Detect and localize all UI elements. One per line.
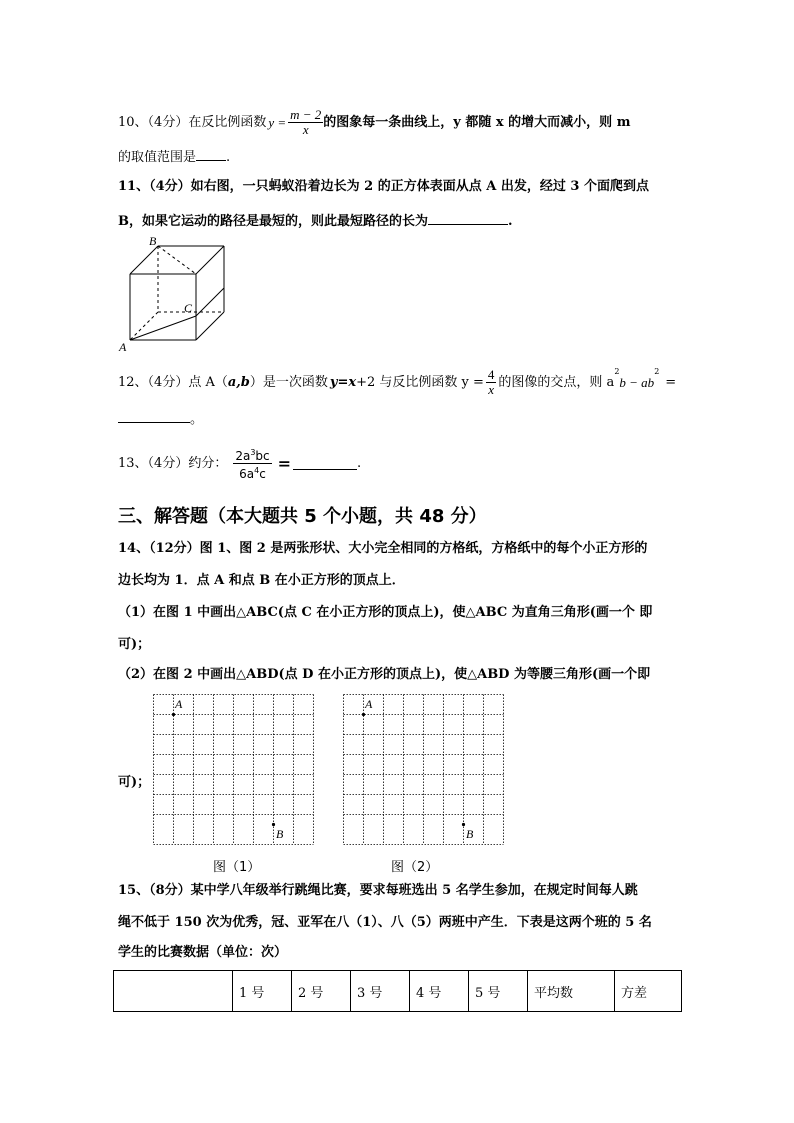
q15-line3: 学生的比赛数据（单位：次） <box>118 945 288 960</box>
q10-line2: 的取值范围是 . <box>118 150 231 165</box>
q11-line2: B，如果它运动的路径是最短的，则此最短路径的长为 . <box>118 214 513 229</box>
q15-line2: 绳不低于 150 次为优秀，冠、亚军在八（1）、八（5）两班中产生．下表是这两个班的 5 名 <box>118 915 652 930</box>
q14-line2: 边长均为 1．点 A 和点 B 在小正方形的顶点上． <box>118 573 405 588</box>
table-cell: 1 号 <box>233 971 292 1012</box>
q14-part2-line2: 可)； <box>118 775 151 790</box>
table-cell: 2 号 <box>292 971 351 1012</box>
grid2-label-b: B <box>466 827 474 841</box>
q14-part2-line1: （2）在图 2 中画出△ABD(点 D 在小正方形的顶点上)，使△ABD 为等腰三角形(画一个即 <box>118 667 651 682</box>
q10-y: y = <box>268 115 287 130</box>
grid1-caption: 图（1） <box>213 860 261 875</box>
answer-blank-12[interactable] <box>118 410 190 423</box>
q12-fraction: $\frac{4}{x}$ <box>487 367 495 397</box>
q10-line1: 10、（4分）在反比例函数 y = $\frac{m - 2}{x}$ 的图象每一条曲线上，y 都随 x 的增大而减小，则 m <box>118 107 631 137</box>
table-cell: 5 号 <box>469 971 528 1012</box>
grid2-caption: 图（2） <box>391 860 439 875</box>
cube-figure <box>116 236 238 356</box>
table-header-row <box>114 971 682 1012</box>
cube-label-a: A <box>119 340 127 354</box>
cube-label-c: C <box>184 301 193 315</box>
answer-blank-10[interactable] <box>196 148 226 161</box>
q13-line: 13、（4分）约分： $\frac{2a^3bc}{6a^4c}$ = . <box>118 448 362 481</box>
table-cell: 平均数 <box>528 971 615 1012</box>
answer-blank-11[interactable] <box>428 212 508 225</box>
table-cell: 4 号 <box>410 971 469 1012</box>
grid-figure-1 <box>153 694 317 846</box>
answer-blank-13[interactable] <box>293 457 357 470</box>
section-3-title: 三、解答题（本大题共 5 个小题，共 48 分） <box>118 506 487 527</box>
grid1-label-a: A <box>175 697 183 711</box>
q12-line1: 12、（4分）点 A（ a,b ）是一次函数 y=x +2 与反比例函数 y = $\frac{4}{x}$ 的图像的交点，则 a 2 b − ab 2 = <box>118 367 677 397</box>
q15-line1: 15、（8分）某中学八年级举行跳绳比赛，要求每班选出 5 名学生参加，在规定时间每人跳 <box>118 883 638 898</box>
table-cell <box>114 971 233 1012</box>
table-cell: 方差 <box>615 971 682 1012</box>
q10-fraction: $\frac{m - 2}{x}$ <box>290 107 322 137</box>
q13-fraction: $\frac{2a^3bc}{6a^4c}$ <box>235 448 270 481</box>
grid1-label-b: B <box>276 827 284 841</box>
cube-label-b: B <box>149 236 157 248</box>
q14-part1-line1: （1）在图 1 中画出△ABC(点 C 在小正方形的顶点上)，使△ABC 为直角三角形(画一个 即 <box>118 605 653 620</box>
q14-line1: 14、（12分）图 1、图 2 是两张形状、大小完全相同的方格纸，方格纸中的每个小正方形的 <box>118 541 648 556</box>
q11-line1: 11、（4分）如右图，一只蚂蚁沿着边长为 2 的正方体表面从点 A 出发，经过 3 个面爬到点 <box>118 179 649 194</box>
q12-line2: 。 <box>118 410 203 426</box>
q14-part1-line2: 可)； <box>118 637 151 652</box>
table-cell: 3 号 <box>351 971 410 1012</box>
grid-figure-2 <box>343 694 507 846</box>
grid2-label-a: A <box>365 697 373 711</box>
scores-table <box>113 970 682 1012</box>
